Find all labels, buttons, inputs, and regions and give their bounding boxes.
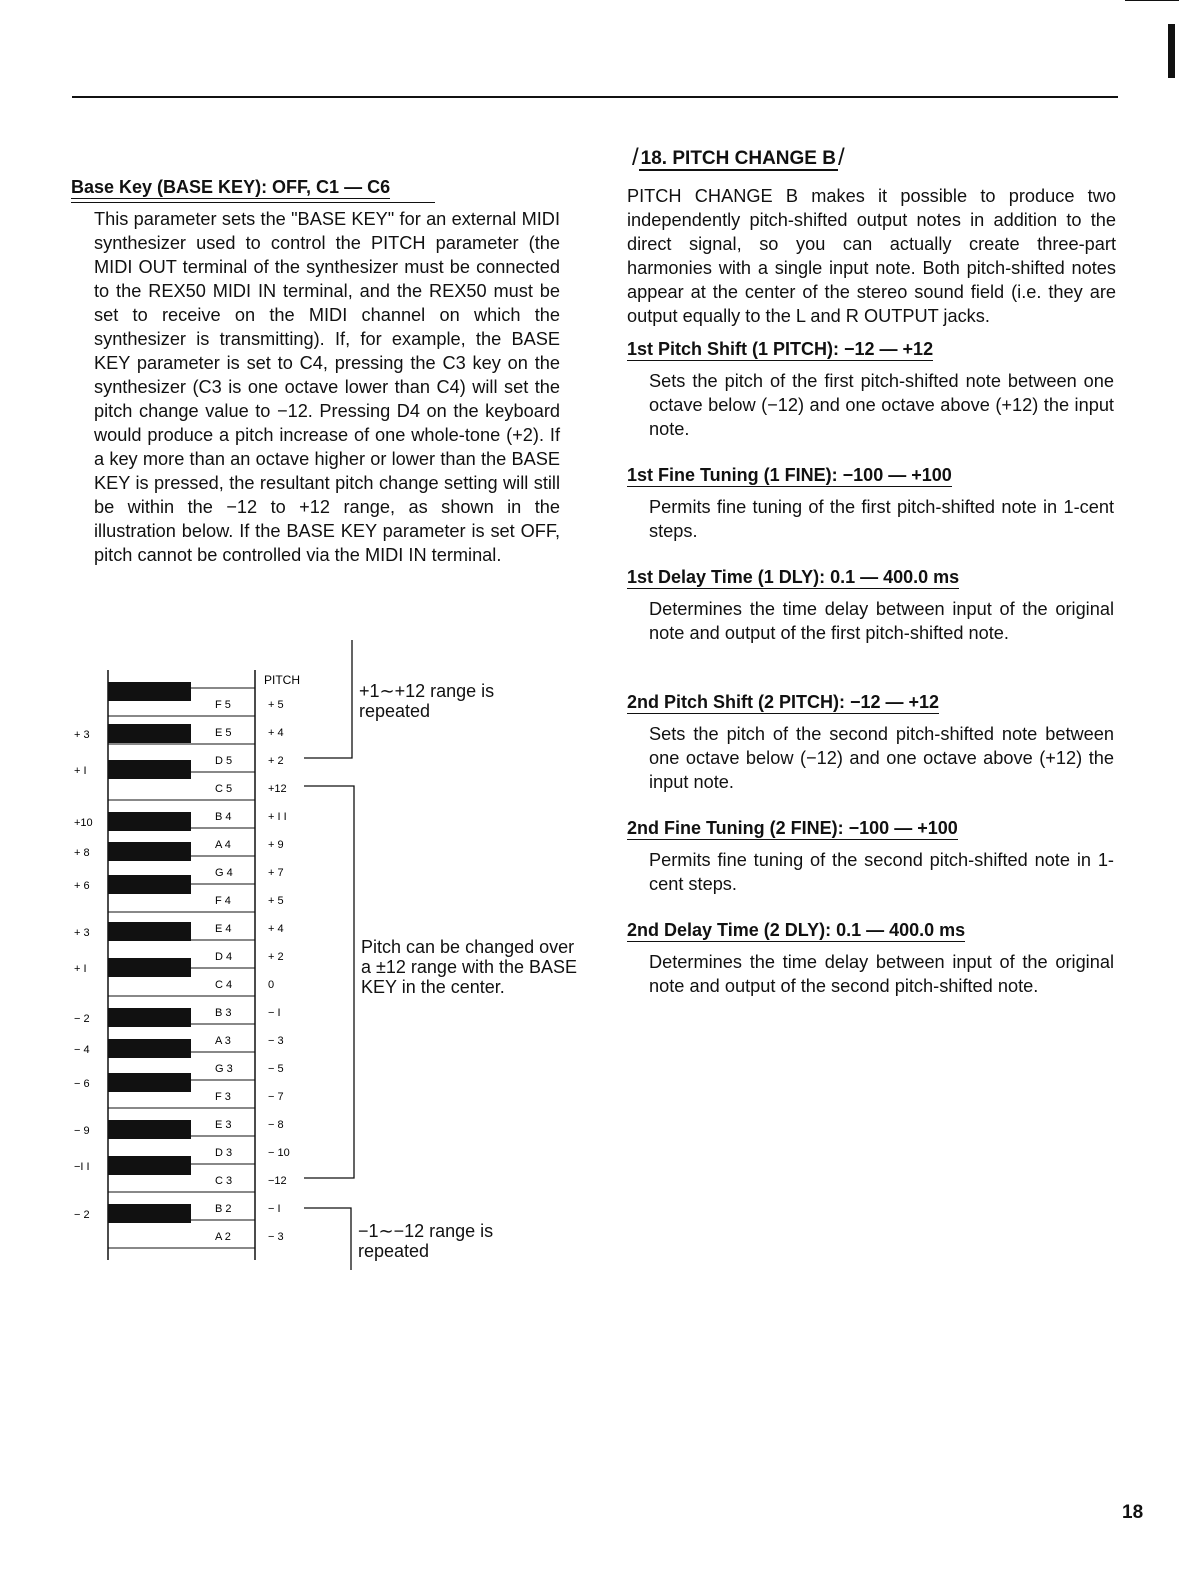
black-key <box>108 958 191 977</box>
label-bottom-range: −1∼−12 range is repeated <box>358 1221 494 1261</box>
pitch-header: PITCH <box>264 673 300 687</box>
pitch-value: − 5 <box>268 1063 284 1075</box>
pitch-value: − 3 <box>268 1231 284 1243</box>
label-top-range: +1∼+12 range is repeated <box>359 681 495 721</box>
pitch-value: +12 <box>268 783 287 795</box>
note-label: C 3 <box>215 1175 233 1187</box>
label-center-range: Pitch can be changed over a ±12 range with the BASE KEY in the center. <box>361 937 578 997</box>
section-title: / 18. PITCH CHANGE B/ <box>632 144 845 171</box>
note-label: C 5 <box>215 783 233 795</box>
pitch-value: + 4 <box>268 727 284 739</box>
bracket-top <box>304 640 352 758</box>
param-body: Permits fine tuning of the first pitch-shifted note in 1-cent steps. <box>649 497 1114 541</box>
pitch-value: + 2 <box>268 755 284 767</box>
note-label: G 4 <box>215 867 233 879</box>
bracket-bottom <box>304 1208 351 1270</box>
pitch-value: + 5 <box>268 699 284 711</box>
param-body: Sets the pitch of the first pitch-shifted note between one octave below (−12) and one octave above (+12) the input note. <box>649 371 1114 439</box>
black-key <box>108 875 191 894</box>
black-key <box>108 760 191 779</box>
pitch-value: + 4 <box>268 923 284 935</box>
black-key-pitch: − 2 <box>74 1013 90 1025</box>
note-label: A 4 <box>215 839 231 851</box>
black-key-pitch: + I <box>74 963 87 975</box>
top-rule <box>72 96 1118 98</box>
note-label: B 4 <box>215 811 232 823</box>
black-key <box>108 842 191 861</box>
page-number: 18 <box>1122 1502 1144 1523</box>
param-body: Permits fine tuning of the second pitch-shifted note in 1-cent steps. <box>649 850 1114 894</box>
pitch-value: + 7 <box>268 867 284 879</box>
pitch-value: + 2 <box>268 951 284 963</box>
black-key <box>108 1204 191 1223</box>
black-key <box>108 1073 191 1092</box>
note-label: D 3 <box>215 1147 233 1159</box>
black-key-pitch: − 6 <box>74 1078 90 1090</box>
black-key-pitch: − 4 <box>74 1044 90 1056</box>
section-intro: PITCH CHANGE B makes it possible to produce two independently pitch-shifted output notes in addition to the direct signal, so you can actually create three-part harmonies with a single input note. Both pitch-shifted notes appear at the center of the stereo sound field (i.e. they are output equally to the L and R OUTPUT jacks. <box>627 186 1116 326</box>
note-label: A 3 <box>215 1035 231 1047</box>
param-heading: 2nd Delay Time (2 DLY): 0.1 — 400.0 ms <box>627 920 966 940</box>
note-label: B 3 <box>215 1007 232 1019</box>
black-key-pitch: + I <box>74 765 87 777</box>
black-key-pitch: − 2 <box>74 1209 90 1221</box>
edge-tab-mark <box>1168 24 1175 78</box>
black-key <box>108 724 191 743</box>
param-heading: 1st Fine Tuning (1 FINE): −100 — +100 <box>627 465 952 485</box>
heading-rule <box>71 202 435 203</box>
pitch-value: − I <box>268 1203 281 1215</box>
base-key-heading: Base Key (BASE KEY): OFF, C1 — C6 <box>71 177 391 197</box>
edge-line <box>1125 0 1179 1</box>
param-body: Determines the time delay between input of the original note and output of the second pitch-shifted note. <box>649 952 1114 996</box>
black-key-pitch: − 9 <box>74 1125 90 1137</box>
keyboard-diagram <box>60 640 370 1280</box>
pitch-value: − 10 <box>268 1147 290 1159</box>
black-key <box>108 1156 191 1175</box>
pitch-value: + 9 <box>268 839 284 851</box>
bracket-middle <box>304 786 354 1178</box>
black-key-pitch: −I I <box>74 1161 90 1173</box>
note-label: D 5 <box>215 755 233 767</box>
black-key-pitch: + 3 <box>74 927 90 939</box>
param-heading: 1st Delay Time (1 DLY): 0.1 — 400.0 ms <box>627 567 960 587</box>
black-key <box>108 1039 191 1058</box>
pitch-value: 0 <box>268 979 275 991</box>
param-heading: 2nd Pitch Shift (2 PITCH): −12 — +12 <box>627 692 940 712</box>
note-label: G 3 <box>215 1063 233 1075</box>
note-label: E 4 <box>215 923 232 935</box>
note-label: F 4 <box>215 895 231 907</box>
black-key <box>108 682 191 701</box>
param-body: Sets the pitch of the second pitch-shifted note between one octave below (−12) and one octave above (+12) the input note. <box>649 724 1114 792</box>
note-label: E 3 <box>215 1119 232 1131</box>
black-key <box>108 1120 191 1139</box>
black-key <box>108 812 191 831</box>
note-label: A 2 <box>215 1231 231 1243</box>
note-label: E 5 <box>215 727 232 739</box>
note-label: F 3 <box>215 1091 231 1103</box>
black-key-pitch: + 3 <box>74 729 90 741</box>
black-key-pitch: + 8 <box>74 847 90 859</box>
pitch-value: − 3 <box>268 1035 284 1047</box>
param-heading: 2nd Fine Tuning (2 FINE): −100 — +100 <box>627 818 958 838</box>
note-label: C 4 <box>215 979 233 991</box>
param-body: Determines the time delay between input of the original note and output of the first pitch-shifted note. <box>649 599 1114 643</box>
pitch-value: − I <box>268 1007 281 1019</box>
black-key-pitch: + 6 <box>74 880 90 892</box>
black-key <box>108 922 191 941</box>
param-heading: 1st Pitch Shift (1 PITCH): −12 — +12 <box>627 339 934 359</box>
pitch-value: + 5 <box>268 895 284 907</box>
black-key <box>108 1008 191 1027</box>
black-key-pitch: +10 <box>74 817 93 829</box>
pitch-value: − 7 <box>268 1091 284 1103</box>
note-label: B 2 <box>215 1203 232 1215</box>
pitch-value: + I I <box>268 811 287 823</box>
note-label: D 4 <box>215 951 233 963</box>
note-label: F 5 <box>215 699 231 711</box>
pitch-value: − 8 <box>268 1119 284 1131</box>
pitch-value: −12 <box>268 1175 287 1187</box>
base-key-body: This parameter sets the "BASE KEY" for an external MIDI synthesizer used to control the PITCH parameter (the MIDI OUT terminal of the synthesizer must be connected to the REX50 MIDI IN terminal, and the REX50 must be set to receive on the MIDI channel on which the synthesizer is transmitting). If, for example, the BASE KEY parameter is set to C4, pressing the C3 key on the synthesizer (C3 is one octave lower than C4) will set the pitch change value to −12. Pressing D4 on the keyboard would produce a pitch increase of one whole-tone (+2). If a key more than an octave higher or lower than the BASE KEY is pressed, the resultant pitch change setting will still be within the −12 to +12 range, as shown in the illustration below. If the BASE KEY parameter is set OFF, pitch cannot be controlled via the MIDI IN terminal. <box>94 209 560 565</box>
